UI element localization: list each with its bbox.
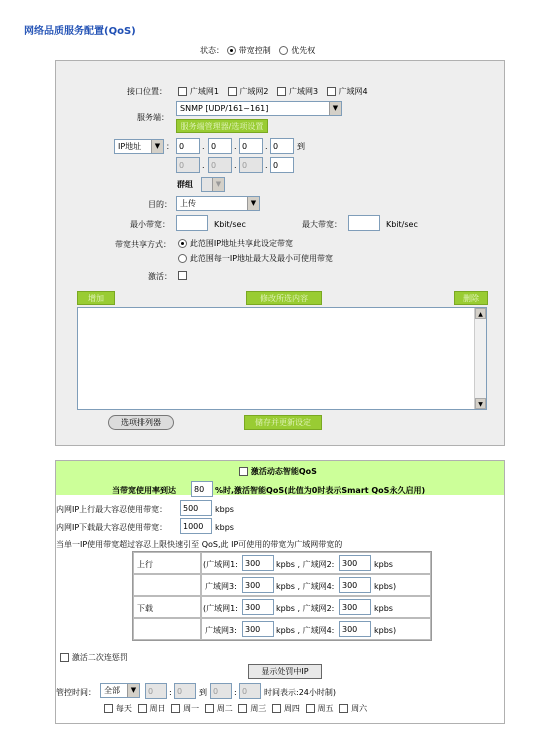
service-manager-button[interactable]: 服务端管理器/选项设置 bbox=[176, 119, 268, 133]
day-tuesday-checkbox[interactable] bbox=[205, 704, 214, 713]
ip-from-octet-2[interactable]: 0 bbox=[208, 138, 232, 154]
day-label: 周一 bbox=[183, 704, 200, 713]
threshold-prefix: 当带宽使用率到达 bbox=[112, 486, 176, 495]
threshold-input[interactable]: 80 bbox=[191, 481, 213, 497]
day-saturday-checkbox[interactable] bbox=[339, 704, 348, 713]
min-bandwidth-unit: Kbit/sec bbox=[214, 220, 246, 229]
page-title: 网络品质服务配置(QoS) bbox=[24, 26, 136, 37]
group-label: 群组 bbox=[177, 180, 193, 189]
wan-row-label: (广域网1: bbox=[203, 604, 238, 613]
rule-config-panel bbox=[55, 60, 505, 446]
upload-wan4-input[interactable]: 300 bbox=[339, 577, 371, 593]
ip-type-value: IP地址 bbox=[118, 142, 142, 151]
download-tolerance-input[interactable]: 1000 bbox=[180, 518, 212, 534]
dot: . bbox=[202, 142, 205, 151]
chevron-down-icon: ▼ bbox=[247, 197, 259, 210]
ip-type-select[interactable] bbox=[114, 139, 164, 154]
time-colon: : bbox=[169, 688, 172, 697]
ip-to-octet-1: 0 bbox=[176, 157, 200, 173]
ip-from-octet-4[interactable]: 0 bbox=[270, 138, 294, 154]
smart-qos-enable-checkbox[interactable] bbox=[239, 467, 248, 476]
time-to-label: 到 bbox=[199, 688, 207, 697]
download-tolerance-unit: kbps bbox=[215, 523, 234, 532]
priority-label: 优先权 bbox=[291, 46, 316, 55]
day-label: 每天 bbox=[115, 704, 132, 713]
dot: . bbox=[202, 161, 205, 170]
ip-to-octet-4[interactable]: 0 bbox=[270, 157, 294, 173]
ip-colon: ： bbox=[166, 142, 174, 151]
min-bandwidth-label: 最小带宽： bbox=[130, 220, 170, 229]
apply-button[interactable]: 储存并更新设定 bbox=[244, 415, 322, 430]
day-label: 周二 bbox=[216, 704, 233, 713]
day-everyday-checkbox[interactable] bbox=[104, 704, 113, 713]
add-button[interactable]: 增加 bbox=[77, 291, 115, 305]
interface-label: 接口位置： bbox=[127, 87, 167, 96]
rule-list-scrollbar[interactable] bbox=[474, 308, 486, 409]
start-hour-input: 0 bbox=[145, 683, 167, 699]
bandwidth-control-label: 带宽控制 bbox=[238, 46, 271, 55]
share-mode-per-ip-label: 此范围每一IP地址最大及最小可使用带宽 bbox=[189, 254, 334, 263]
service-select-value: SNMP [UDP/161~161] bbox=[180, 104, 269, 113]
end-hour-input: 0 bbox=[210, 683, 232, 699]
day-thursday-checkbox[interactable] bbox=[272, 704, 281, 713]
punish-checkbox[interactable] bbox=[60, 653, 69, 662]
dot: . bbox=[265, 142, 268, 151]
status-label: 状态： bbox=[200, 46, 224, 55]
end-minute-input: 0 bbox=[239, 683, 261, 699]
max-bandwidth-input[interactable] bbox=[348, 215, 380, 231]
wan4-label: 广域网4 bbox=[338, 87, 368, 96]
wan-bandwidth-table bbox=[132, 551, 432, 641]
wan-row-mid: kpbs , 广域网2: bbox=[276, 604, 335, 613]
upload-tolerance-input[interactable]: 500 bbox=[180, 500, 212, 516]
start-minute-input: 0 bbox=[174, 683, 196, 699]
upload-cell-2 bbox=[133, 574, 201, 596]
show-punished-ip-button[interactable]: 显示处罚中IP bbox=[248, 664, 322, 679]
day-label: 周四 bbox=[283, 704, 300, 713]
activate-checkbox[interactable] bbox=[178, 271, 187, 280]
wan-row-mid: kpbs , 广域网4: bbox=[276, 582, 335, 591]
day-label: 周六 bbox=[351, 704, 368, 713]
sort-rules-button[interactable]: 选项排列器 bbox=[108, 415, 174, 430]
wan-row-unit: kpbs bbox=[374, 560, 393, 569]
wan-row-label: 广域网3: bbox=[205, 582, 237, 591]
activate-label: 激活： bbox=[148, 272, 172, 281]
scroll-up-icon[interactable]: ▲ bbox=[475, 308, 486, 319]
schedule-value: 全部 bbox=[104, 686, 120, 695]
service-label: 服务端： bbox=[137, 113, 169, 122]
wan-row-mid: kpbs , 广域网4: bbox=[276, 626, 335, 635]
rule-list-box[interactable] bbox=[77, 307, 487, 410]
download-wan4-input[interactable]: 300 bbox=[339, 621, 371, 637]
download-tolerance-label: 内网IP下载最大容忍使用带宽： bbox=[56, 523, 168, 532]
wan4-checkbox[interactable] bbox=[327, 87, 336, 96]
scroll-down-icon[interactable]: ▼ bbox=[475, 398, 486, 409]
schedule-label: 管控时间： bbox=[56, 688, 96, 697]
direction-select[interactable] bbox=[176, 196, 260, 211]
day-label: 周日 bbox=[149, 704, 166, 713]
dot: . bbox=[265, 161, 268, 170]
day-label: 周五 bbox=[317, 704, 334, 713]
wan-row-unit: kpbs) bbox=[374, 582, 397, 591]
download-label: 下载 bbox=[137, 604, 153, 613]
download-wan3-input[interactable]: 300 bbox=[242, 621, 274, 637]
wan-row-label: (广域网1: bbox=[203, 560, 238, 569]
upload-wan1-input[interactable]: 300 bbox=[242, 555, 274, 571]
direction-label: 目的： bbox=[148, 200, 172, 209]
day-label: 周三 bbox=[250, 704, 267, 713]
to-label: 到 bbox=[297, 142, 305, 151]
chevron-down-icon: ▼ bbox=[151, 140, 163, 153]
punish-label: 激活二次连惩罚 bbox=[71, 653, 128, 662]
wan-row-unit: kpbs) bbox=[374, 626, 397, 635]
dot: . bbox=[234, 161, 237, 170]
remove-button[interactable]: 删除 bbox=[454, 291, 488, 305]
download-cell-2 bbox=[133, 618, 201, 640]
wan3-label: 广域网3 bbox=[289, 87, 319, 96]
download-wan2-input[interactable]: 300 bbox=[339, 599, 371, 615]
day-sunday-checkbox[interactable] bbox=[138, 704, 147, 713]
share-mode-radio-shared[interactable] bbox=[178, 239, 187, 248]
upload-tolerance-label: 内网IP上行最大容忍使用带宽： bbox=[56, 505, 168, 514]
wan-row-mid: kpbs , 广域网2: bbox=[276, 560, 335, 569]
smart-qos-note: 当单一IP使用带宽超过容忍上限快速引至 QoS,此 IP可使用的带宽为广域网带宽的 bbox=[56, 540, 343, 549]
chevron-down-icon: ▼ bbox=[127, 684, 139, 697]
ip-to-octet-2: 0 bbox=[208, 157, 232, 173]
smart-qos-enable-label: 激活动态智能QoS bbox=[250, 467, 317, 476]
share-mode-shared-label: 此范围IP地址共享此设定带宽 bbox=[189, 239, 294, 248]
wan1-label: 广域网1 bbox=[189, 87, 219, 96]
min-bandwidth-input[interactable] bbox=[176, 215, 208, 231]
share-mode-radio-per-ip[interactable] bbox=[178, 254, 187, 263]
wan2-checkbox[interactable] bbox=[228, 87, 237, 96]
day-friday-checkbox[interactable] bbox=[306, 704, 315, 713]
threshold-suffix: %时,激活智能QoS(此值为0时表示Smart QoS永久启用) bbox=[215, 486, 426, 495]
status-row bbox=[200, 45, 315, 56]
download-wan1-input[interactable]: 300 bbox=[242, 599, 274, 615]
group-select bbox=[201, 177, 225, 192]
smart-qos-panel bbox=[55, 460, 505, 724]
wan2-label: 广域网2 bbox=[239, 87, 269, 96]
wan-row-unit: kpbs bbox=[374, 604, 393, 613]
wan1-checkbox[interactable] bbox=[178, 87, 187, 96]
chevron-down-icon: ▼ bbox=[212, 178, 224, 191]
upload-tolerance-unit: kbps bbox=[215, 505, 234, 514]
service-select[interactable] bbox=[176, 101, 342, 116]
direction-value: 上传 bbox=[180, 199, 196, 208]
radio-priority[interactable] bbox=[279, 46, 288, 55]
ip-to-octet-3: 0 bbox=[239, 157, 263, 173]
ip-from-octet-1[interactable]: 0 bbox=[176, 138, 200, 154]
upload-label: 上行 bbox=[137, 560, 153, 569]
upload-wan2-input[interactable]: 300 bbox=[339, 555, 371, 571]
schedule-select[interactable] bbox=[100, 683, 140, 698]
wan-row-label: 广域网3: bbox=[205, 626, 237, 635]
chevron-down-icon: ▼ bbox=[329, 102, 341, 115]
day-wednesday-checkbox[interactable] bbox=[238, 704, 247, 713]
dot: . bbox=[234, 142, 237, 151]
day-monday-checkbox[interactable] bbox=[171, 704, 180, 713]
upload-wan3-input[interactable]: 300 bbox=[242, 577, 274, 593]
time-note: 时间表示:24小时制) bbox=[264, 688, 336, 697]
max-bandwidth-label: 最大带宽： bbox=[302, 220, 342, 229]
share-mode-label: 带宽共享方式： bbox=[115, 240, 171, 249]
update-selected-button[interactable]: 修改所选内容 bbox=[246, 291, 322, 305]
time-colon: : bbox=[234, 688, 237, 697]
ip-from-octet-3[interactable]: 0 bbox=[239, 138, 263, 154]
radio-bandwidth-control[interactable] bbox=[227, 46, 236, 55]
max-bandwidth-unit: Kbit/sec bbox=[386, 220, 418, 229]
wan3-checkbox[interactable] bbox=[277, 87, 286, 96]
